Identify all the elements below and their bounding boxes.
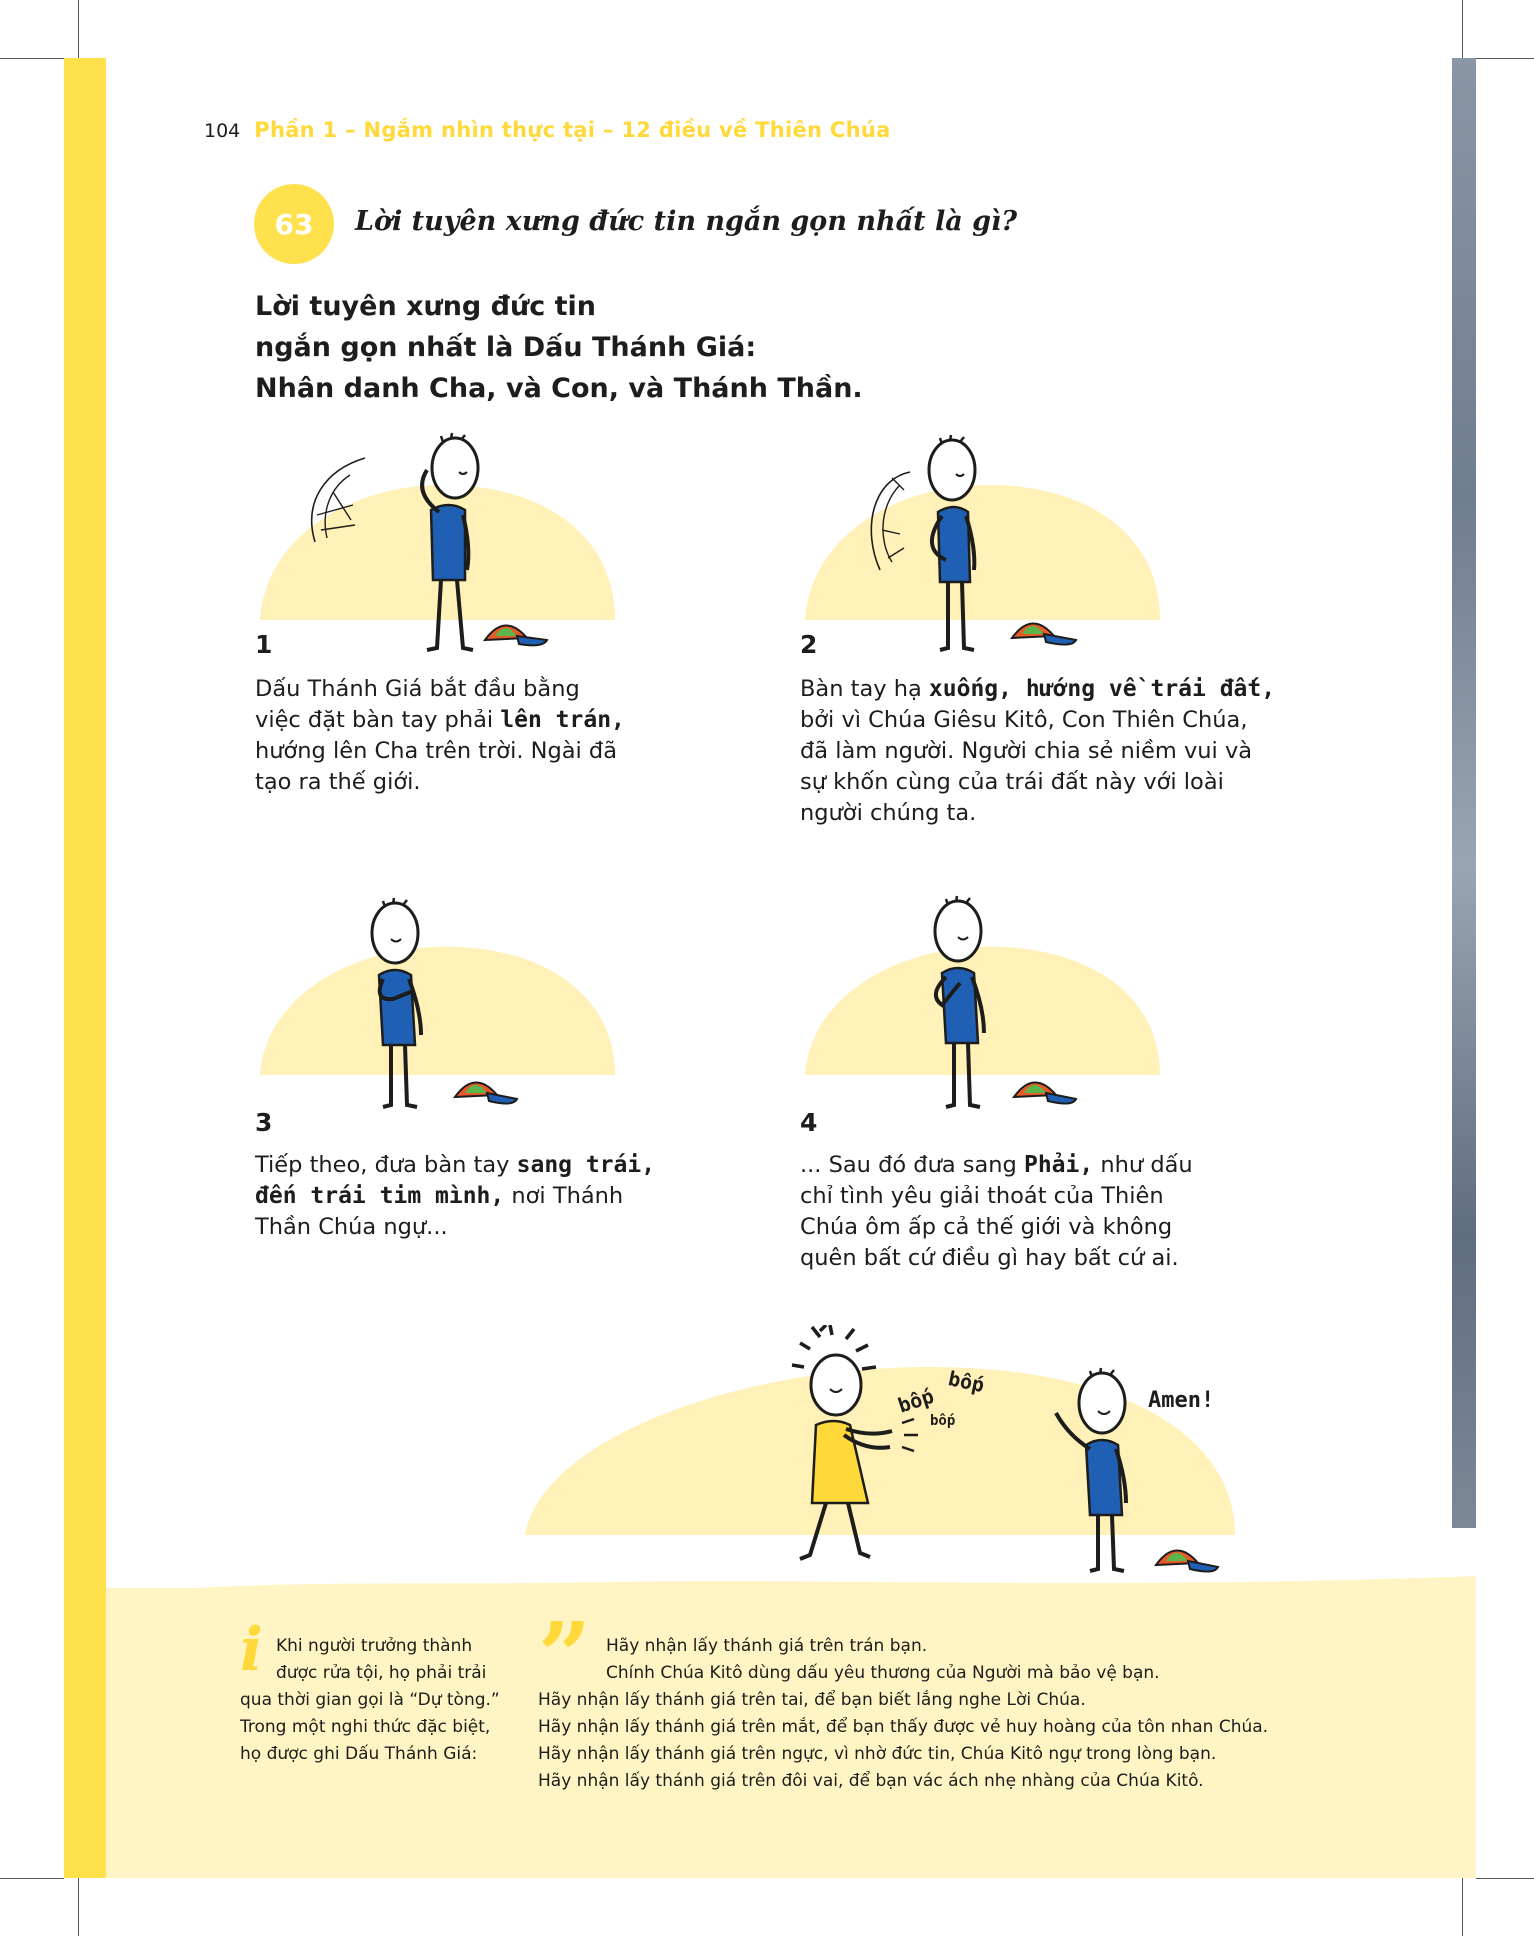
step-3-text: Tiếp theo, đưa bàn tay sang trái, đến trái tim mình, nơi Thánh Thần Chúa ngự... [255,1152,656,1240]
step-2-illustration [800,430,1170,660]
sound-effect: bốp [894,1383,937,1418]
answer-line: Nhân danh Cha, và Con, và Thánh Thần. [255,373,863,404]
step-1-text: Dấu Thánh Giá bắt đầu bằng việc đặt bàn tay phải lên trán, hướng lên Cha trên trời. Ngài đã tạo ra thế giới. [255,676,625,795]
crop-mark [1476,58,1534,59]
question-title: Lời tuyên xưng đức tin ngắn gọn nhất là gì? [355,206,1018,237]
step-number: 2 [800,630,818,659]
info-icon: i [240,1615,263,1685]
step-number: 4 [800,1108,818,1137]
crop-mark [1476,1878,1534,1879]
running-title: Phần 1 – Ngắm nhìn thực tại – 12 điều về Thiên Chúa [254,118,891,142]
sound-effect: bốp [946,1366,987,1398]
speech-amen: Amen! [1148,1388,1215,1413]
final-scene-illustration [520,1325,1240,1585]
crop-mark [1462,0,1463,58]
crop-mark [0,58,64,59]
step-number: 3 [255,1108,273,1137]
answer-line: ngắn gọn nhất là Dấu Thánh Giá: [255,332,757,363]
page-number: 104 [204,120,241,142]
crop-mark [78,1878,79,1936]
crop-mark [0,1878,64,1879]
crop-mark [1462,1878,1463,1936]
answer-block [255,286,863,409]
step-2-text: Bàn tay hạ xuống, hướng về trái đất, bởi vì Chúa Giêsu Kitô, Con Thiên Chúa, đã làm người. Người chia sẻ niềm vui và sự khốn cùng của trái đất này với loài người chúng ta. [800,676,1276,826]
page-edge-strip [64,58,106,1878]
question-number-badge: 63 [254,184,334,264]
running-header [204,118,891,142]
step-number: 1 [255,630,273,659]
crop-mark [78,0,79,58]
step-1-illustration [255,430,625,660]
quote-mark-icon: ” [538,1602,581,1710]
quote-block: Hãy nhận lấy thánh giá trên trán bạn. Chính Chúa Kitô dùng dấu yêu thương của Người mà bảo vệ bạn. Hãy nhận lấy thánh giá trên tai, để bạn biết lắng nghe Lời Chúa. Hãy nhận lấy thánh giá trên mắt, để bạn thấy được vẻ huy hoàng của tôn nhan Chúa. Hãy nhận lấy thánh giá trên ngực, vì nhờ đức tin, Chúa Kitô ngự trong lòng bạn. Hãy nhận lấy thánh giá trên đôi vai, để bạn vác ách nhẹ nhàng của Chúa Kitô. [538,1636,1269,1791]
step-3-illustration [255,895,625,1125]
step-4-illustration [800,895,1170,1125]
answer-line: Lời tuyên xưng đức tin [255,291,596,322]
sound-effect: bốp [930,1413,956,1429]
facing-page-edge [1452,58,1476,1528]
step-4-text: ... Sau đó đưa sang Phải, như dấu chỉ tình yêu giải thoát của Thiên Chúa ôm ấp cả thế giới và không quên bất cứ điều gì hay bất cứ ai. [800,1152,1193,1271]
bottom-panel-wave [106,1572,1476,1596]
info-note: Khi người trưởng thành được rửa tội, họ phải trải qua thời gian gọi là “Dự tòng.” Trong một nghi thức đặc biệt, họ được ghi Dấu Thánh Giá: [240,1636,500,1764]
